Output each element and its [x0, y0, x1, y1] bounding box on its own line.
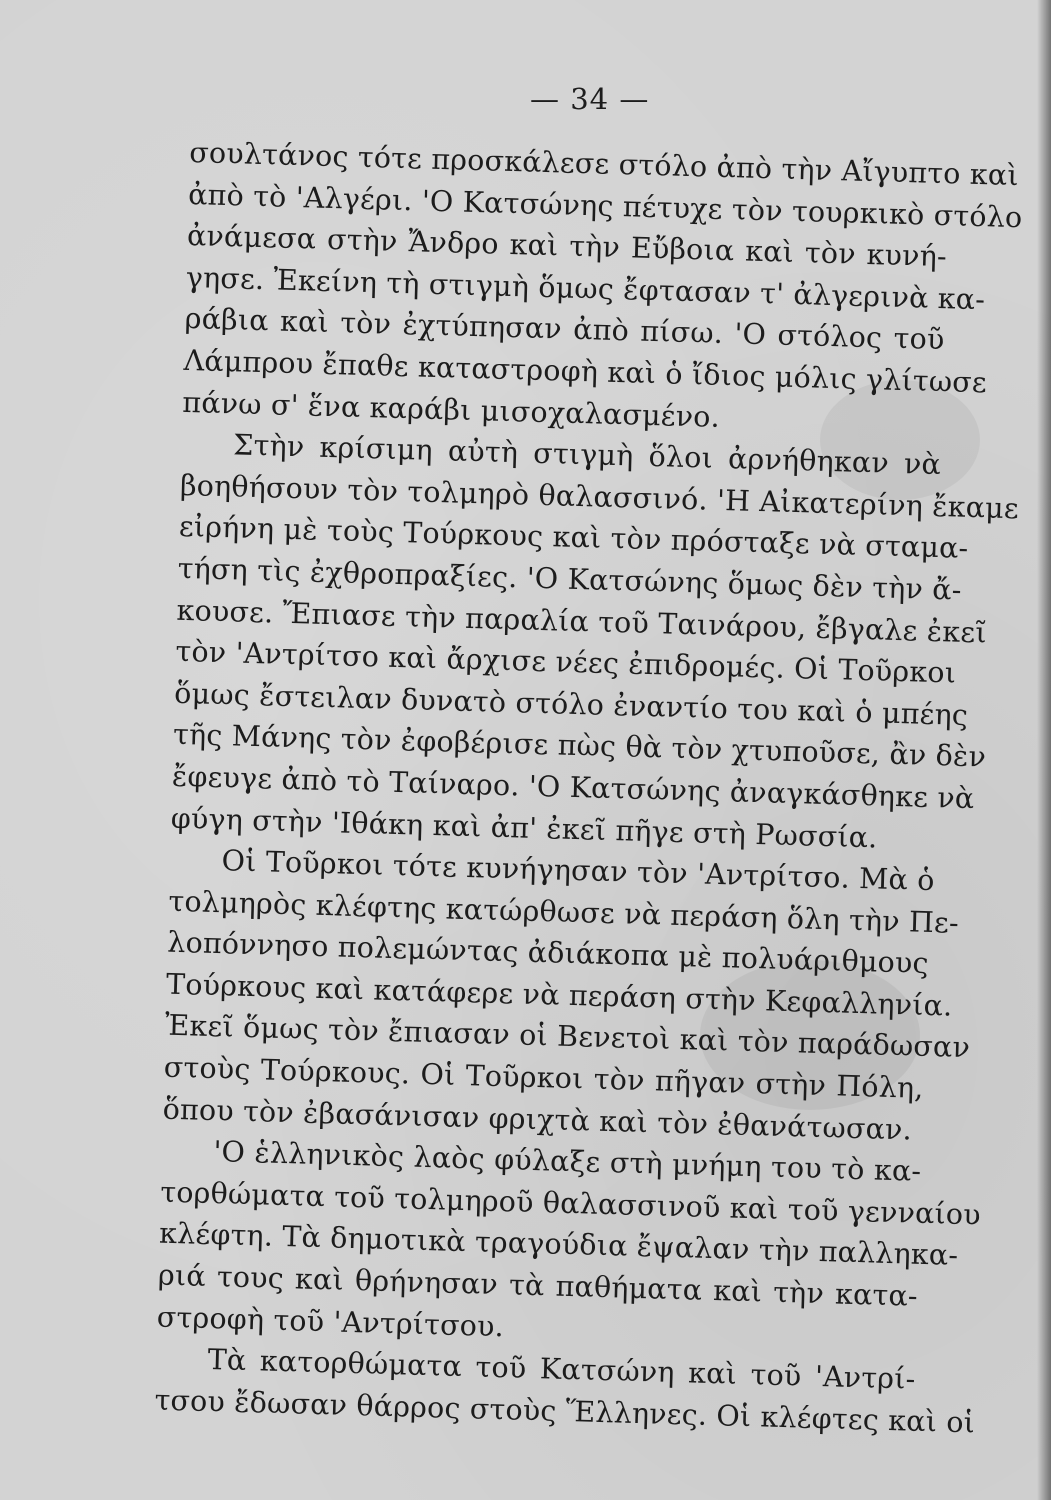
body-text [154, 132, 1023, 1442]
text-line: στροφὴ τοῦ 'Αντρίτσου. [156, 1300, 505, 1343]
text-line: τολμηρὸς κλέφτης κατώρθωσε νὰ περάση ὅλη τὴν Πε- [168, 884, 960, 940]
text-line: στοὺς Τούρκους. Οἱ Τοῦρκοι τὸν πῆγαν στὴν Πόλη, [163, 1050, 925, 1105]
text-line: τσου ἔδωσαν θάρρος στοὺς Ἕλληνες. Οἱ κλέφτες καὶ οἱ [154, 1383, 976, 1440]
text-line: ράβια καὶ τὸν ἐχτύπησαν ἀπὸ πίσω. 'Ο στόλος τοῦ [184, 302, 945, 357]
text-line: Οἱ Τοῦρκοι τότε κυνήγησαν τὸν 'Αντρίτσο. Μὰ ὁ [221, 844, 936, 898]
paragraph [156, 1130, 982, 1359]
text-line: Τούρκους καὶ κατάφερε νὰ περάση στὴν Κεφαλληνία. [165, 967, 953, 1023]
paragraph [170, 423, 1020, 860]
text-line: γησε. Ἐκείνη τὴ στιγμὴ ὅμως ἔφτασαν τ' ἀλγερινὰ κα- [185, 260, 986, 317]
text-line: κλέφτη. Τὰ δημοτικὰ τραγούδια ἔψαλαν τὴν παλληκα- [158, 1217, 959, 1273]
text-line: τῆς Μάνης τὸν ἐφοβέρισε πὼς θὰ τὸν χτυποῦσε, ἂν δὲν [172, 718, 987, 774]
text-line: τορθώματα τοῦ τολμηροῦ θαλασσινοῦ καὶ τοῦ γενναίου [159, 1175, 982, 1232]
text-line: λοπόννησο πολεμώντας ἀδιάκοπα μὲ πολυάριθμους [166, 925, 930, 981]
text-line: Στὴν κρίσιμη αὐτὴ στιγμὴ ὅλοι ἀρνήθηκαν νὰ [232, 428, 942, 482]
text-line: ὅπου τὸν ἐβασάνισαν φριχτὰ καὶ τὸν ἐθανάτωσαν. [162, 1092, 913, 1147]
text-line: φύγη στὴν 'Ιθάκη καὶ ἀπ' ἐκεῖ πῆγε στὴ Ρωσσία. [170, 801, 878, 854]
text-line: Λάμπρου ἔπαθε καταστροφὴ καὶ ὁ ἴδιος μόλις γλίτωσε [183, 343, 988, 400]
text-line: 'Ο ἑλληνικὸς λαὸς φύλαξε στὴ μνήμη του τὸ κα- [213, 1135, 922, 1189]
text-line: βοηθήσουν τὸν τολμηρὸ θαλασσινό. 'Η Αἰκατερίνη ἔκαμε [179, 468, 1020, 526]
text-line: Τὰ κατορθώματα τοῦ Κατσώνη καὶ τοῦ 'Αντρί- [207, 1343, 916, 1396]
text-line: ἀπὸ τὸ 'Αλγέρι. 'Ο Κατσώνης πέτυχε τὸν τουρκικὸ στόλο [187, 177, 1023, 234]
text-line: ριά τους καὶ θρήνησαν τὰ παθήματα καὶ τὴν κατα- [157, 1258, 919, 1313]
text-line: τήση τὶς ἐχθροπραξίες. 'Ο Κατσώνης ὅμως δὲν τὴν ἄ- [177, 551, 963, 607]
text-line: ἔφευγε ἀπὸ τὸ Ταίναρο. 'Ο Κατσώνης ἀναγκάσθηκε νὰ [171, 759, 975, 816]
text-line: Ἐκεῖ ὅμως τὸν ἔπιασαν οἱ Βενετοὶ καὶ τὸν παράδωσαν [164, 1009, 971, 1065]
text-line: πάνω σ' ἕνα καράβι μισοχαλασμένο. [181, 385, 721, 434]
paragraph [162, 839, 971, 1151]
text-line: ὅμως ἔστειλαν δυνατὸ στόλο ἐναντίο του καὶ ὁ μπέης [173, 676, 969, 732]
page-edge-shadow [1037, 0, 1051, 1500]
text-line: τὸν 'Αντρίτσο καὶ ἄρχισε νέες ἐπιδρομές. Οἱ Τοῦρκοι [175, 634, 957, 690]
page-number: — 34 — [530, 82, 650, 116]
text-line: κουσε. Ἔπιασε τὴν παραλία τοῦ Ταινάρου, ἔβγαλε ἐκεῖ [176, 593, 988, 649]
text-line: εἰρήνη μὲ τοὺς Τούρκους καὶ τὸν πρόσταξε νὰ σταμα- [178, 510, 969, 566]
text-line: ἀνάμεσα στὴν Ἄνδρο καὶ τὴν Εὔβοια καὶ τὸν κυνή- [186, 219, 948, 274]
text-line: σουλτάνος τότε προσκάλεσε στόλο ἀπὸ τὴν Αἴγυπτο καὶ [188, 135, 1020, 193]
paragraph [181, 132, 1023, 444]
